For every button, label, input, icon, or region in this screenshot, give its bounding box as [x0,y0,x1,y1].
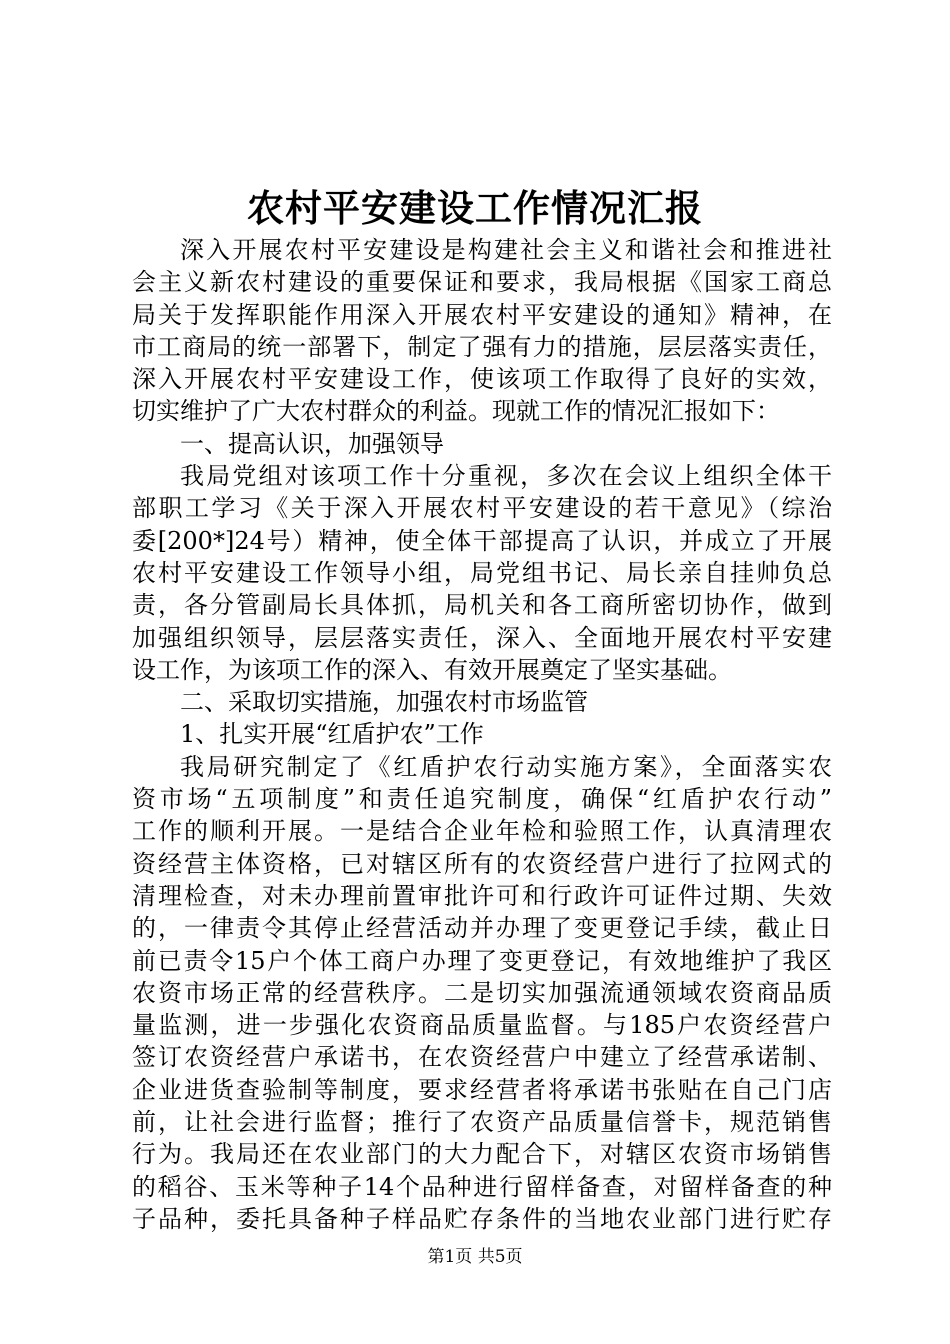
page-footer: 第1页 共5页 [427,1247,523,1267]
paragraph-line: 前，让社会进行监督；推行了农资产品质量信誉卡，规范销售 [132,1108,832,1137]
paragraph-line: 的，一律责令其停止经营活动并办理了变更登记手续，截止日 [132,914,832,943]
document-body [132,234,832,1235]
section-heading: 二、采取切实措施，加强农村市场监管 [180,688,588,717]
paragraph-line: 深入开展农村平安建设是构建社会主义和谐社会和推进社 [180,236,832,264]
paragraph-line: 的稻谷、玉米等种子14个品种进行留样备查，对留样备查的种 [132,1172,832,1201]
paragraph-line: 我局党组对该项工作十分重视，多次在会议上组织全体干 [180,462,832,491]
paragraph-line: 深入开展农村平安建设工作，使该项工作取得了良好的实效， [132,365,832,394]
paragraph-line: 签订农资经营户承诺书，在农资经营户中建立了经营承诺制、 [132,1043,832,1072]
section-heading: 一、提高认识，加强领导 [180,429,444,458]
paragraph-line: 行为。我局还在农业部门的大力配合下，对辖区农资市场销售 [132,1140,832,1169]
paragraph-line: 责，各分管副局长具体抓，局机关和各工商所密切协作，做到 [132,591,832,620]
paragraph-line: 资经营主体资格，已对辖区所有的农资经营户进行了拉网式的 [132,849,832,878]
document-title: 农村平安建设工作情况汇报 [247,186,703,230]
paragraph-line: 农资市场正常的经营秩序。二是切实加强流通领域农资商品质 [132,978,832,1007]
paragraph-line: 市工商局的统一部署下，制定了强有力的措施，层层落实责任， [132,332,832,361]
paragraph-line: 前已责令15户个体工商户办理了变更登记，有效地维护了我区 [132,946,832,975]
paragraph-line: 子品种，委托具备种子样品贮存条件的当地农业部门进行贮存 [132,1204,832,1233]
paragraph-line: 加强组织领导，层层落实责任，深入、全面地开展农村平安建 [132,623,832,652]
paragraph-line: 局关于发挥职能作用深入开展农村平安建设的通知》精神，在 [132,300,832,329]
paragraph-line: 委[200*]24号）精神，使全体干部提高了认识，并成立了开展 [132,526,832,555]
paragraph-line: 资市场“五项制度”和责任追究制度，确保“红盾护农行动” [132,785,832,814]
paragraph-line: 设工作，为该项工作的深入、有效开展奠定了坚实基础。 [132,655,732,684]
paragraph-line: 清理检查，对未办理前置审批许可和行政许可证件过期、失效 [132,881,832,910]
paragraph-line: 会主义新农村建设的重要保证和要求，我局根据《国家工商总 [132,268,832,297]
paragraph-line: 切实维护了广大农村群众的利益。现就工作的情况汇报如下： [132,397,780,426]
paragraph-line: 企业进货查验制等制度，要求经营者将承诺书张贴在自己门店 [132,1075,832,1104]
paragraph-line: 农村平安建设工作领导小组，局党组书记、局长亲自挂帅负总 [132,558,832,587]
paragraph-line: 我局研究制定了《红盾护农行动实施方案》，全面落实农 [180,752,832,781]
paragraph-line: 工作的顺利开展。一是结合企业年检和验照工作，认真清理农 [132,817,832,846]
paragraph-line: 量监测，进一步强化农资商品质量监督。与185户农资经营户 [132,1011,832,1040]
paragraph-line: 部职工学习《关于深入开展农村平安建设的若干意见》（综治 [132,494,832,523]
subsection-heading: 1、扎实开展“红盾护农”工作 [180,720,484,749]
